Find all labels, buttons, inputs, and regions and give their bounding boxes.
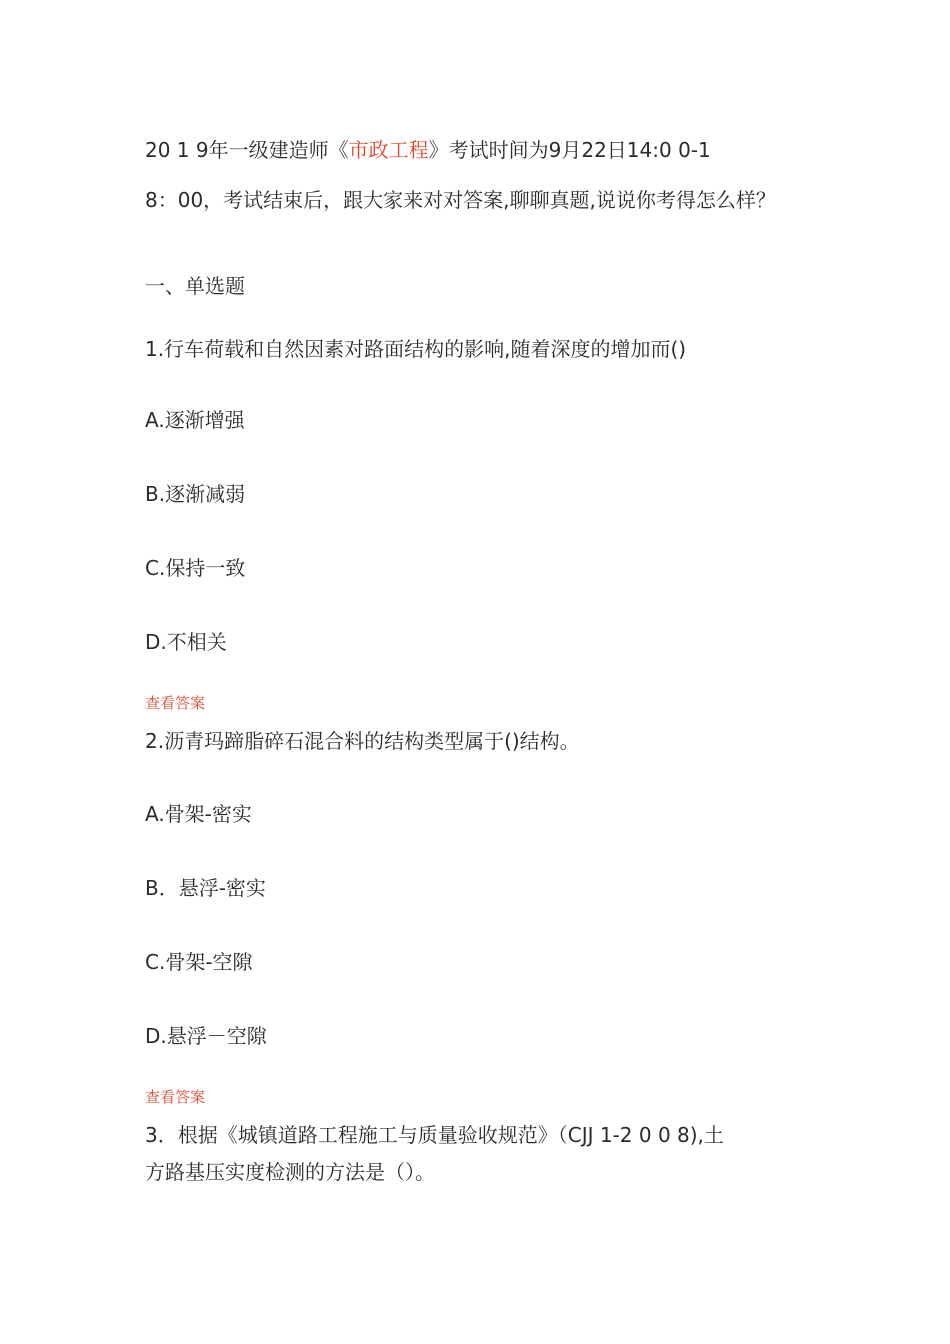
question-1-answer-link[interactable]: 查看答案: [145, 694, 206, 712]
question-2-option-d: D.悬浮－空隙: [145, 1024, 267, 1048]
question-2-stem: 2.沥青玛蹄脂碎石混合料的结构类型属于()结构。: [145, 729, 580, 753]
question-3-stem-line-2: 方路基压实度检测的方法是（）。: [145, 1160, 435, 1184]
intro-prefix: 20 1 9年一级建造师《: [145, 138, 349, 162]
intro-suffix: 》考试时间为9月22日14:0 0-1: [428, 138, 711, 162]
question-1-option-a: A.逐渐增强: [145, 408, 245, 432]
question-1-option-c: C.保持一致: [145, 556, 246, 580]
intro-line-2: 8：00，考试结束后，跟大家来对对答案,聊聊真题,说说你考得怎么样？: [145, 188, 776, 212]
question-2-option-c: C.骨架-空隙: [145, 950, 253, 974]
question-2-option-a: A.骨架-密实: [145, 802, 252, 826]
intro-line-1: [145, 136, 711, 164]
subject-link[interactable]: 市政工程: [348, 138, 429, 162]
question-2-option-b: B．悬浮-密实: [145, 876, 266, 900]
question-1-option-b: B.逐渐减弱: [145, 482, 246, 506]
section-title: 一、单选题: [145, 274, 245, 298]
question-3-stem-line-1: 3．根据《城镇道路工程施工与质量验收规范》（CJJ 1-2 0 0 8),土: [145, 1123, 724, 1147]
question-1-option-d: D.不相关: [145, 630, 227, 654]
question-1-stem: 1.行车荷载和自然因素对路面结构的影响,随着深度的增加而(): [145, 337, 687, 361]
question-2-answer-link[interactable]: 查看答案: [145, 1088, 206, 1106]
